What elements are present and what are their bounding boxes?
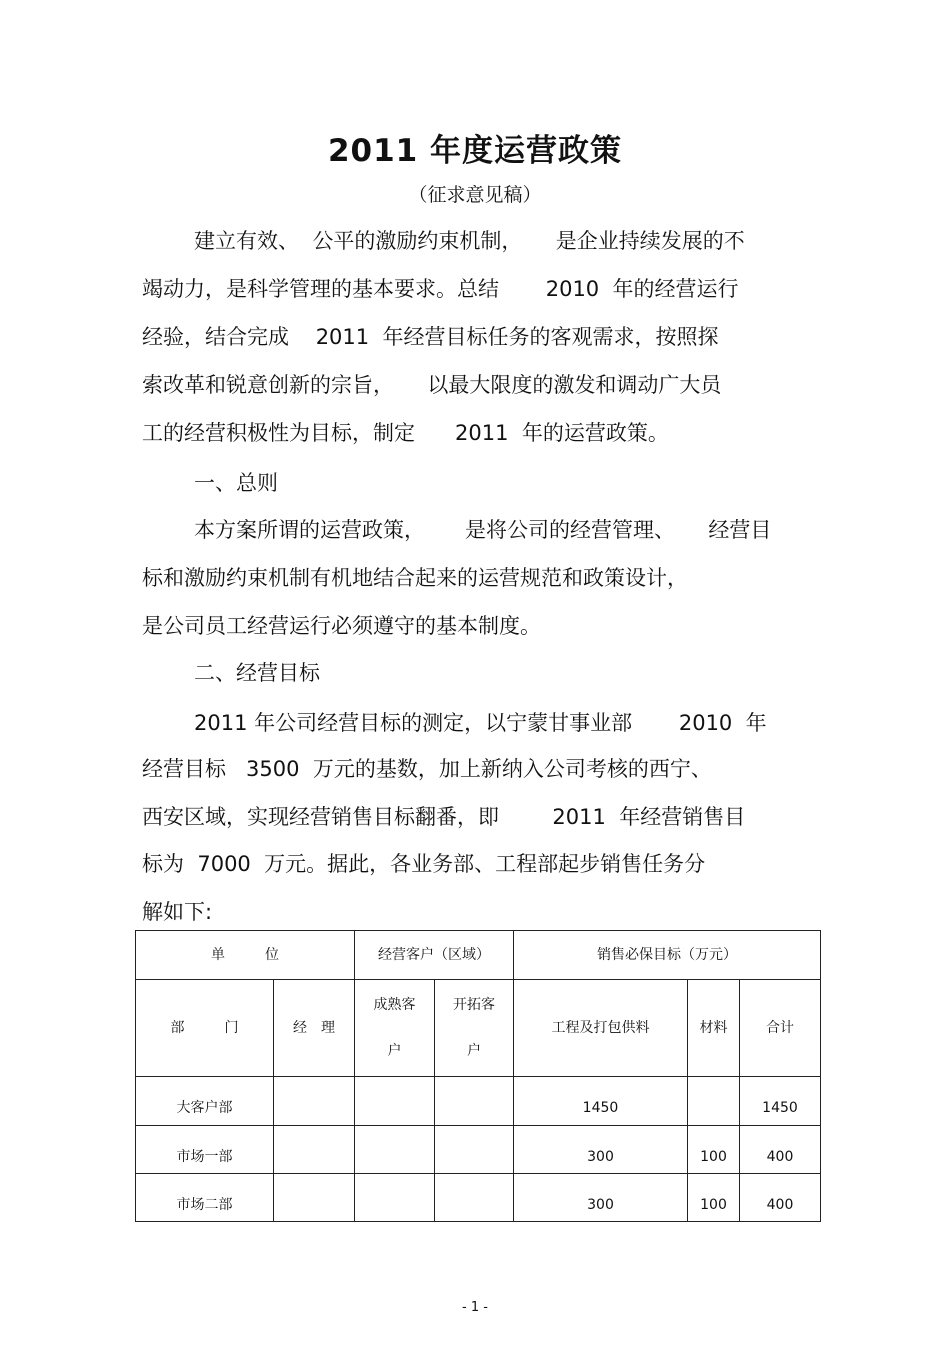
row-department: 市场一部 xyxy=(136,1126,274,1174)
section-2-line-3: 西安区域，实现经营销售目标翻番，即 2011 年经营销售目 xyxy=(142,805,746,829)
row-materials: 100 xyxy=(688,1174,740,1222)
section-2-line-5: 解如下: xyxy=(142,900,213,924)
section-2-line-2: 经营目标 3500 万元的基数，加上新纳入公司考核的西宁、 xyxy=(142,757,712,781)
document-subtitle: （征求意见稿） xyxy=(408,184,542,206)
header-department-first-char: 部 xyxy=(170,1020,185,1036)
section-1-line-3: 是公司员工经营运行必须遵守的基本制度。 xyxy=(142,614,541,638)
header-manager-first-char: 经 xyxy=(293,1020,307,1036)
header-mature-clients-line-1: 成熟客 xyxy=(373,997,416,1013)
header-new-clients-line-2: 户 xyxy=(467,1043,481,1059)
table-row xyxy=(136,1174,821,1222)
row-new-clients xyxy=(435,1077,514,1126)
row-engineering-supply: 1450 xyxy=(514,1077,688,1126)
section-2-heading: 二、经营目标 xyxy=(194,661,320,685)
row-total: 400 xyxy=(740,1126,821,1174)
header-department xyxy=(136,980,274,1077)
header-unit-second-char: 位 xyxy=(265,947,279,963)
row-manager xyxy=(274,1077,355,1126)
header-sales-target: 销售必保目标（万元） xyxy=(514,931,821,980)
row-mature-clients xyxy=(355,1174,435,1222)
row-manager xyxy=(274,1174,355,1222)
document-title: 2011 年度运营政策 xyxy=(327,133,623,169)
intro-line-5: 工的经营积极性为目标，制定 2011 年的运营政策。 xyxy=(142,421,669,445)
row-engineering-supply: 300 xyxy=(514,1174,688,1222)
intro-line-3: 经验，结合完成 2011 年经营目标任务的客观需求，按照探 xyxy=(142,325,719,349)
header-unit-first-char: 单 xyxy=(211,947,225,963)
row-manager xyxy=(274,1126,355,1174)
table-row xyxy=(136,1126,821,1174)
intro-line-2: 竭动力，是科学管理的基本要求。总结 2010 年的经营运行 xyxy=(142,277,739,301)
section-1-line-2: 标和激励约束机制有机地结合起来的运营规范和政策设计， xyxy=(142,566,688,590)
table-header-row-2 xyxy=(136,980,821,1077)
header-manager xyxy=(274,980,355,1077)
row-engineering-supply: 300 xyxy=(514,1126,688,1174)
row-department: 大客户部 xyxy=(136,1077,274,1126)
header-clients-region: 经营客户（区域） xyxy=(355,931,514,980)
header-new-clients-line-1: 开拓客 xyxy=(453,997,495,1013)
header-materials: 材料 xyxy=(688,980,740,1077)
header-new-clients xyxy=(435,980,514,1077)
intro-line-4: 索改革和锐意创新的宗旨， 以最大限度的激发和调动广大员 xyxy=(142,373,722,397)
header-mature-clients-line-2: 户 xyxy=(387,1043,402,1059)
row-total: 1450 xyxy=(740,1077,821,1126)
row-mature-clients xyxy=(355,1126,435,1174)
header-engineering-supply: 工程及打包供料 xyxy=(514,980,688,1077)
table-row xyxy=(136,1077,821,1126)
section-2-line-1: 2011 年公司经营目标的测定，以宁蒙甘事业部 2010 年 xyxy=(194,711,767,735)
header-total: 合计 xyxy=(740,980,821,1077)
section-1-line-1: 本方案所谓的运营政策， 是将公司的经营管理、 经营目 xyxy=(194,518,772,542)
header-department-second-char: 门 xyxy=(224,1020,239,1036)
page-number: - 1 - xyxy=(462,1300,488,1315)
row-total: 400 xyxy=(740,1174,821,1222)
header-mature-clients xyxy=(355,980,435,1077)
sales-target-table xyxy=(135,930,821,1222)
section-1-heading: 一、总则 xyxy=(194,471,278,495)
row-department: 市场二部 xyxy=(136,1174,274,1222)
row-materials: 100 xyxy=(688,1126,740,1174)
row-materials xyxy=(688,1077,740,1126)
row-new-clients xyxy=(435,1126,514,1174)
row-new-clients xyxy=(435,1174,514,1222)
table-header-row-1 xyxy=(136,931,821,980)
header-manager-second-char: 理 xyxy=(321,1020,335,1036)
intro-line-1: 建立有效、 公平的激励约束机制， 是企业持续发展的不 xyxy=(194,229,745,253)
row-mature-clients xyxy=(355,1077,435,1126)
section-2-line-4: 标为 7000 万元。据此，各业务部、工程部起步销售任务分 xyxy=(142,852,706,876)
header-unit xyxy=(136,931,355,980)
